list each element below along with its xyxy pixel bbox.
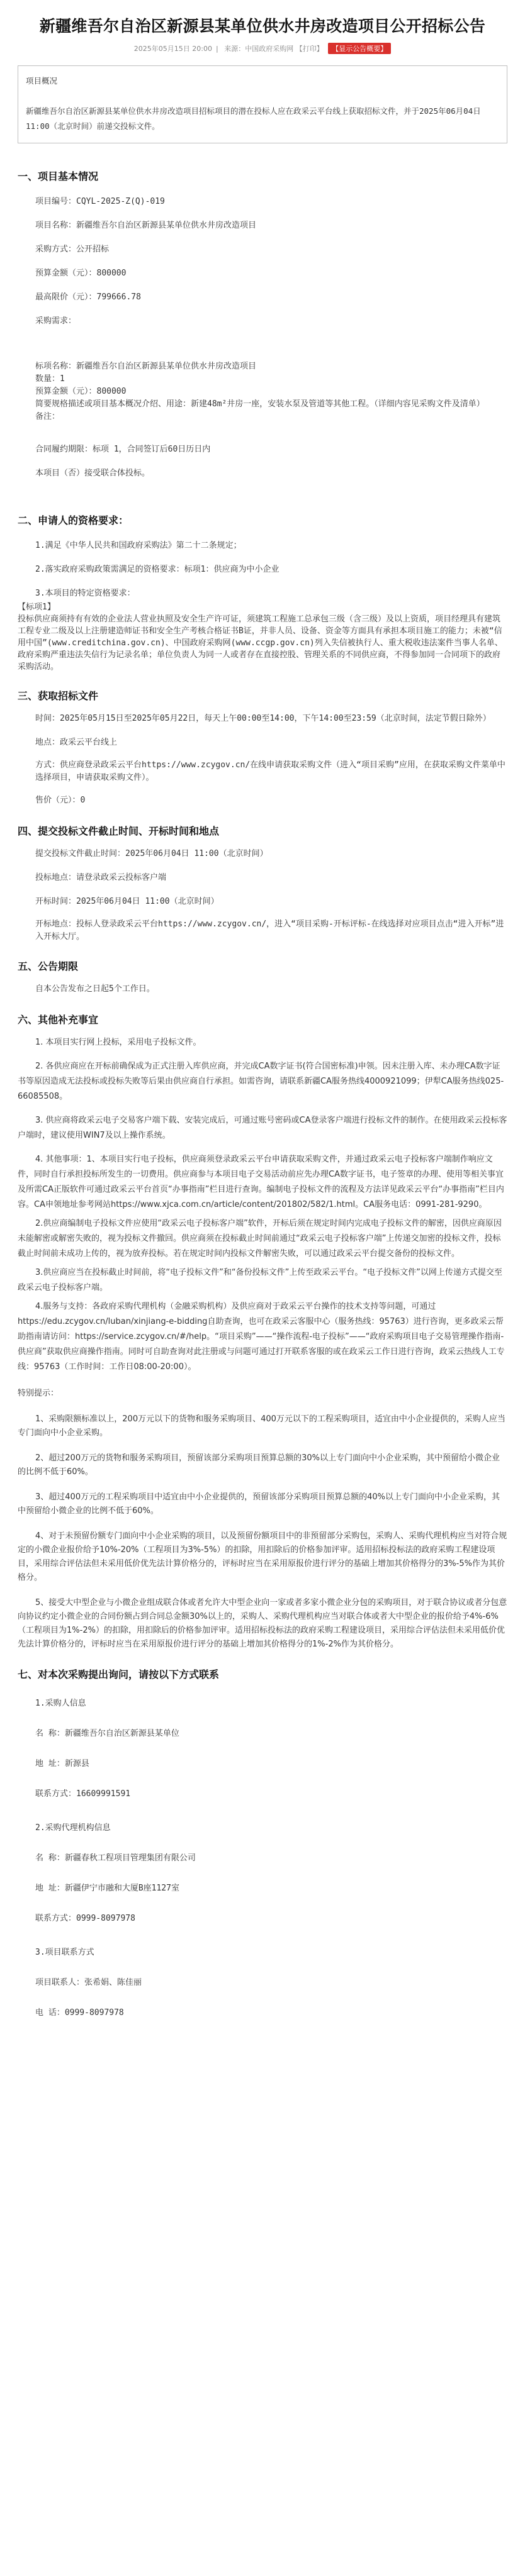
- consortium-policy: 本项目（否）接受联合体投标。: [35, 469, 150, 478]
- show-summary-button[interactable]: 【显示公告概要】: [328, 43, 391, 54]
- notice-period: 自本公告发布之日起5个工作日。: [35, 984, 155, 994]
- special-notice-1: 1、采购限额标准以上，200万元以下的货物和服务采购项目、400万元以下的工程采购项目，适宜由中小企业提供的，采购人应当专门面向中小企业采购。: [18, 1414, 505, 1438]
- section-5-body: [18, 982, 507, 997]
- budget-amount: 预算金额（元）：800000: [35, 269, 127, 278]
- project-number: 项目编号：CQYL-2025-Z(Q)-019: [35, 197, 165, 206]
- section-2-special: [18, 601, 507, 673]
- contract-period: 合同履约期限：标项 1，合同签订后60日历日内: [35, 445, 211, 454]
- project-overview-box: [18, 65, 507, 143]
- section-1-heading: 一、项目基本情况: [18, 170, 99, 182]
- section-5-heading: 五、公告期限: [18, 960, 79, 972]
- section-1-after: [18, 442, 507, 481]
- lot-name: 标项名称：新疆维吾尔自治区新源县某单位供水井房改造项目: [35, 362, 257, 371]
- opening-place: 开标地点：投标人登录政采云平台https://www.zcygov.cn/，进入“项目采购-开标评标-在线选择对应项目点击“进入开标”进入开标大厅。: [35, 919, 504, 941]
- section-2-body: [18, 538, 507, 601]
- section-3-body: [18, 711, 507, 808]
- lot-tag: 【标项1】: [18, 602, 55, 612]
- print-link[interactable]: 【打印】: [295, 45, 324, 53]
- supplement-7: 4.服务与支持：各政府采购代理机构（金融采购机构）及供应商对于政采云平台操作的技术支持等问题，可通过https://edu.zcygov.cn/luban/xinjiang-e-bidding自助查询，也可在政采云客服中心（服务热线：95763）进行咨询，更多政采云帮助指南请访问：https://service.zcygov.cn/#/help。“项目采购”——“操作流程-电子投标”——“政府采购项目电子交易管理操作指南-供应商”获取供应商操作指南。同时可自助查询对此注册或与问题可通过打开联系客服的或在政采云工作日进行咨询，政采云热线人工专线：95763（工作时间：工作日08:00-20:00）。: [18, 1302, 505, 1372]
- bid-deadline: 提交投标文件截止时间：2025年06月04日 11:00（北京时间）: [35, 849, 268, 858]
- purchaser-phone: 联系方式：16609991591: [35, 1789, 131, 1799]
- overview-text: 新疆维吾尔自治区新源县某单位供水井房改造项目招标项目的潜在投标人应在政采云平台线上获取招标文件，并于2025年06月04日 11:00（北京时间）前递交投标文件。: [26, 106, 481, 131]
- purchase-demand-label: 采购需求：: [35, 316, 77, 326]
- special-notice-list: [18, 1413, 507, 1652]
- supplement-6: 3.供应商应当在投标截止时间前，将“电子投标文件”和“备份投标文件”上传至政采云平台。“电子投标文件”以网上传递方式提交至政采云电子投标客户端。: [18, 1268, 502, 1292]
- special-qualification-text: 投标供应商须持有有效的企业法人营业执照及安全生产许可证，须建筑工程施工总承包三级（含三级）及以上资质，项目经理具有建筑工程专业二级及以上注册建造师证书和安全生产考核合格证书B证，并非人员、设备、资金等方面具有承担本项目施工的能力；未被“信用中国”(www.creditchina.gov.cn)、中国政府采购网(www.ccgp.gov.cn)列入失信被执行人、重大税收违法案件当事人名单、政府采购严重违法失信行为记录名单；单位负责人为同一人或者存在直接控股、管理关系的不同供应商，不得参加同一合同项下的政府采购活动。: [18, 614, 503, 672]
- agency-address: 地 址：新疆伊宁市融和大厦B座1127室: [35, 1884, 179, 1893]
- supplement-4: 4. 其他事项：1、本项目实行电子投标，供应商须登录政采云平台申请获取采购文件，并通过政采云电子投标客户端制作响应文件，同时自行承担投标所发生的一切费用。供应商参与本项目电子交易活动前应先办理CA数字证书，电子签章的办理、使用等相关事宜及所需CA正版软件可通过政采云平台首页“办事指南”栏目进行查询。编制电子投标文件的流程及方法详见政采云平台“办事指南”栏目内容。CA申领地址参考网站https://www.xjca.com.cn/article/content/201802/582/1.html。CA服务电话：0991-281-9290。: [18, 1155, 504, 1209]
- announcement-meta: 2025年05月15日 20:00 | 来源：中国政府采购网 【打印】 【显示公告概要】: [18, 43, 507, 54]
- special-notice-2: 2、超过200万元的货物和服务采购项目，预留该部分采购项目预算总额的30%以上专门面向中小企业采购，其中预留给小微企业的比例不低于60%。: [18, 1453, 500, 1477]
- announcement-page: [18, 0, 507, 2021]
- document-place: 地点：政采云平台线上: [35, 738, 118, 747]
- opening-time: 开标时间：2025年06月04日 11:00（北京时间）: [35, 897, 219, 906]
- document-time: 时间：2025年05月15日至2025年05月22日，每天上午00:00至14:00，下午14:00至23:59（北京时间，法定节假日除外）: [35, 714, 491, 723]
- section-1-body: [18, 194, 507, 329]
- qualification-1: 1.满足《中华人民共和国政府采购法》第二十二条规定；: [35, 541, 242, 550]
- project-contact-person: 项目联系人：张希娟、陈佳丽: [35, 1978, 142, 1987]
- publish-date: 2025年05月15日 20:00: [133, 45, 212, 53]
- qualification-3: 3.本项目的特定资格要求：: [35, 589, 135, 598]
- lot-description: 简要规格描述或项目基本概况介绍、用途：新建48m²井房一座，安装水泵及管道等其他工程。（详细内容见采购文件及清单）: [35, 399, 485, 409]
- overview-title: 项目概况: [26, 76, 58, 86]
- document-price: 售价（元）：0: [35, 796, 86, 805]
- special-notice-5: 5、接受大中型企业与小微企业组成联合体或者允许大中型企业向一家或者多家小微企业分包的采购项目，对于联合协议或者分包意向协议约定小微企业的合同份额占到合同总金额30%以上的，采购人、采购代理机构应当对联合体或者大中型企业的报价给予4%-6%（工程项目为1%-2%）的扣除，用扣除后的价格参加评审。适用招标投标法的政府采购工程建设项目，采用综合评估法但未采用低价优先法计算价格分的，评标时应当在采用原报价进行评分的基础上增加其价格得分的1%-2%作为其价格分。: [18, 1598, 507, 1649]
- section-2-heading: 二、申请人的资格要求：: [18, 514, 129, 526]
- section-7-heading: 七、对本次采购提出询问，请按以下方式联系: [18, 1668, 220, 1680]
- section-4-body: [18, 847, 507, 943]
- supplement-5: 2.供应商编制电子投标文件应使用“政采云电子投标客户端”软件，开标后须在规定时间内完成电子投标文件的解密，因供应商原因未能解密或解密失败的，视为投标文件撤回。供应商须在投标截止时间前通过“政采云电子投标客户端”上传递交加密的投标文件，投标截止时间前未成功上传的，视为放弃投标。若在规定时间内投标文件解密失败，可以通过政采云平台提交备份的投标文件。: [18, 1219, 502, 1258]
- section-7-body: [18, 1696, 507, 2021]
- lot-quantity: 数量：1: [35, 374, 65, 384]
- agency-name: 名 称：新疆春秋工程项目管理集团有限公司: [35, 1853, 196, 1863]
- agency-phone: 联系方式：0999-8097978: [35, 1914, 135, 1923]
- purchaser-address: 地 址：新源县: [35, 1759, 89, 1768]
- special-notice-3: 3、超过400万元的工程采购项目中适宜由中小企业提供的，预留该部分采购项目预算总额的40%以上专门面向中小企业采购，其中预留给小微企业的比例不低于60%。: [18, 1492, 500, 1516]
- purchaser-name: 名 称：新疆维吾尔自治区新源县某单位: [35, 1729, 179, 1738]
- section-6-body: [18, 1035, 507, 1375]
- special-notice-4: 4、对于未预留份额专门面向中小企业采购的项目，以及预留份额项目中的非预留部分采购包，采购人、采购代理机构应当对符合规定的小微企业报价给予10%-20%（工程项目为3%-5%）的扣除，用扣除后的价格参加评审。适用招标投标法的政府采购工程建设项目，采用综合评估法但未采用低价优先法计算价格分的，评标时应当在采用原报价进行评分的基础上增加其价格得分的3%-5%作为其价格分。: [18, 1531, 507, 1582]
- section-3-heading: 三、获取招标文件: [18, 690, 99, 702]
- supplement-3: 3. 供应商将政采云电子交易客户端下载、安装完成后，可通过账号密码或CA登录客户端进行投标文件的制作。在使用政采云投标客户端时，建议使用WIN7及以上操作系统。: [18, 1116, 507, 1140]
- section-6-heading: 六、其他补充事宜: [18, 1014, 99, 1026]
- supplement-1: 1. 本项目实行网上投标，采用电子投标文件。: [35, 1038, 201, 1047]
- source-label: 来源：中国政府采购网: [224, 45, 294, 53]
- demand-details: [18, 360, 507, 423]
- page-title: 新疆维吾尔自治区新源县某单位供水井房改造项目公开招标公告: [39, 17, 486, 35]
- lot-budget: 预算金额（元）：800000: [35, 387, 127, 396]
- project-name: 项目名称：新疆维吾尔自治区新源县某单位供水井房改造项目: [35, 221, 257, 230]
- purchase-method: 采购方式：公开招标: [35, 245, 110, 254]
- lot-remark: 备注：: [35, 412, 60, 421]
- section-4-heading: 四、提交投标文件截止时间、开标时间和地点: [18, 825, 220, 837]
- purchaser-info-title: 1.采购人信息: [35, 1699, 86, 1708]
- document-method: 方式：供应商登录政采云平台https://www.zcygov.cn/在线申请获取采购文件（进入“项目采购”应用，在获取采购文件菜单中选择项目，申请获取采购文件）。: [35, 760, 505, 782]
- agency-info-title: 2.采购代理机构信息: [35, 1823, 111, 1833]
- project-contact-phone: 电 话：0999-8097978: [35, 2008, 124, 2018]
- supplement-2: 2. 各供应商应在开标前确保成为正式注册入库供应商，并完成CA数字证书(符合国密标准)申领。因未注册入库、未办理CA数字证书等原因造成无法投标或投标失败等后果由供应商自行承担。如需咨询，请联系新疆CA服务热线4000921099；伊犁CA服务热线025-66085508。: [18, 1062, 504, 1101]
- special-notice-heading: 特别提示：: [18, 1389, 59, 1398]
- project-contact-title: 3.项目联系方式: [35, 1948, 94, 1957]
- qualification-2: 2.落实政府采购政策需满足的资格要求：标项1：供应商为中小企业: [35, 565, 279, 574]
- max-price: 最高限价（元）：799666.78: [35, 292, 141, 302]
- bid-place: 投标地点：请登录政采云投标客户端: [35, 873, 167, 882]
